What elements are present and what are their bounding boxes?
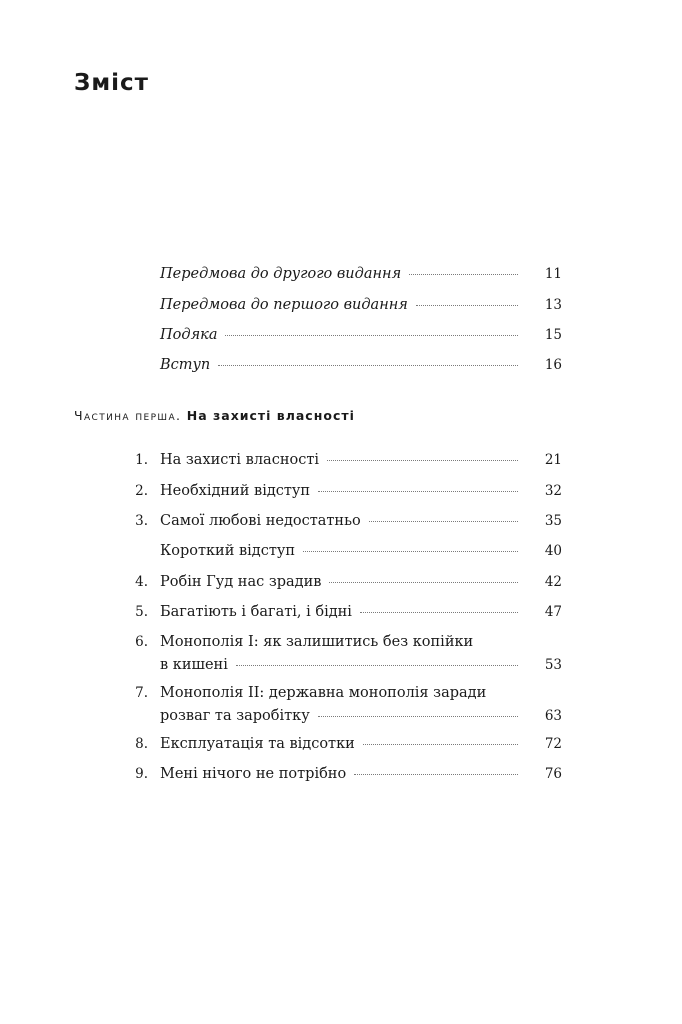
toc-page-number: 40 xyxy=(544,543,562,559)
leader-dots xyxy=(236,664,518,666)
toc-page-number: 76 xyxy=(544,766,562,782)
toc-entry-label: Багатіють і багаті, і бідні xyxy=(160,604,352,620)
toc-entry-label: Необхідний відступ xyxy=(160,483,311,499)
leader-dots xyxy=(409,273,518,275)
chapter-number: 3. xyxy=(135,513,148,529)
leader-dots xyxy=(354,773,518,775)
toc-entry-label: Монополія II: державна монополія заради xyxy=(160,685,487,701)
leader-dots xyxy=(369,520,518,522)
chapter-number: 7. xyxy=(135,685,148,701)
toc-page-number: 47 xyxy=(544,604,562,620)
chapter-number: 9. xyxy=(135,766,148,782)
toc-entry-label: Самої любові недостатньо xyxy=(160,513,361,529)
chapter-number: 2. xyxy=(135,483,148,499)
toc-page-number: 53 xyxy=(544,657,562,673)
toc-entry-label: На захисті власності xyxy=(160,452,319,468)
toc-entry-label: Вступ xyxy=(160,357,211,373)
toc-entry-label: Передмова до другого видання xyxy=(160,266,402,282)
toc-entry-label-continued: розваг та заробітку xyxy=(160,708,310,724)
toc-page-number: 63 xyxy=(544,708,562,724)
toc-page-number: 11 xyxy=(544,266,562,282)
toc-chapter[interactable] xyxy=(120,481,562,501)
leader-dots xyxy=(329,581,518,583)
leader-dots xyxy=(360,611,518,613)
toc-entry-label-continued: в кишені xyxy=(160,657,228,673)
toc-chapter[interactable] xyxy=(120,572,562,592)
toc-page-number: 13 xyxy=(544,297,562,313)
toc-page-number: 32 xyxy=(544,483,562,499)
toc-entry-label: Короткий відступ xyxy=(160,543,296,559)
toc-chapter[interactable] xyxy=(120,632,562,675)
page-title: Зміст xyxy=(74,70,149,96)
toc-chapter[interactable] xyxy=(120,450,562,470)
toc-page-number: 35 xyxy=(544,513,562,529)
toc-page-number: 16 xyxy=(544,357,562,373)
leader-dots xyxy=(318,490,518,492)
toc-page-number: 21 xyxy=(544,452,562,468)
leader-dots xyxy=(327,459,518,461)
leader-dots xyxy=(318,715,518,717)
toc-chapter[interactable] xyxy=(120,511,562,531)
leader-dots xyxy=(225,334,518,336)
toc-entry-label: Передмова до першого видання xyxy=(160,297,408,313)
leader-dots xyxy=(218,364,518,366)
part-heading xyxy=(74,408,355,423)
toc-chapter[interactable] xyxy=(120,683,562,726)
toc-entry-preface-2[interactable] xyxy=(120,264,562,284)
toc-entry-label: Мені нічого не потрібно xyxy=(160,766,347,782)
leader-dots xyxy=(363,743,518,745)
toc-chapter[interactable] xyxy=(120,734,562,754)
part-title: На захисті власності xyxy=(186,408,355,423)
chapter-number: 1. xyxy=(135,452,148,468)
toc-entry-label: Подяка xyxy=(160,327,218,343)
toc-page-number: 15 xyxy=(544,327,562,343)
toc-entry-label: Експлуатація та відсотки xyxy=(160,736,355,752)
toc-chapter[interactable] xyxy=(120,602,562,622)
toc-page-number: 42 xyxy=(544,574,562,590)
chapter-number: 6. xyxy=(135,634,148,650)
leader-dots xyxy=(416,304,518,306)
chapter-number: 5. xyxy=(135,604,148,620)
toc-entry-label: Монополія I: як залишитись без копійки xyxy=(160,634,474,650)
toc-entry-acknowledgements[interactable] xyxy=(120,325,562,345)
toc-page-number: 72 xyxy=(544,736,562,752)
toc-entry-introduction[interactable] xyxy=(120,355,562,375)
chapter-number: 4. xyxy=(135,574,148,590)
toc-entry-label: Робін Гуд нас зрадив xyxy=(160,574,322,590)
chapter-number: 8. xyxy=(135,736,148,752)
toc-chapter[interactable] xyxy=(120,764,562,784)
toc-chapter[interactable] xyxy=(120,541,562,561)
toc-entry-preface-1[interactable] xyxy=(120,295,562,315)
part-label: Частина перша. xyxy=(74,408,182,423)
leader-dots xyxy=(303,550,518,552)
